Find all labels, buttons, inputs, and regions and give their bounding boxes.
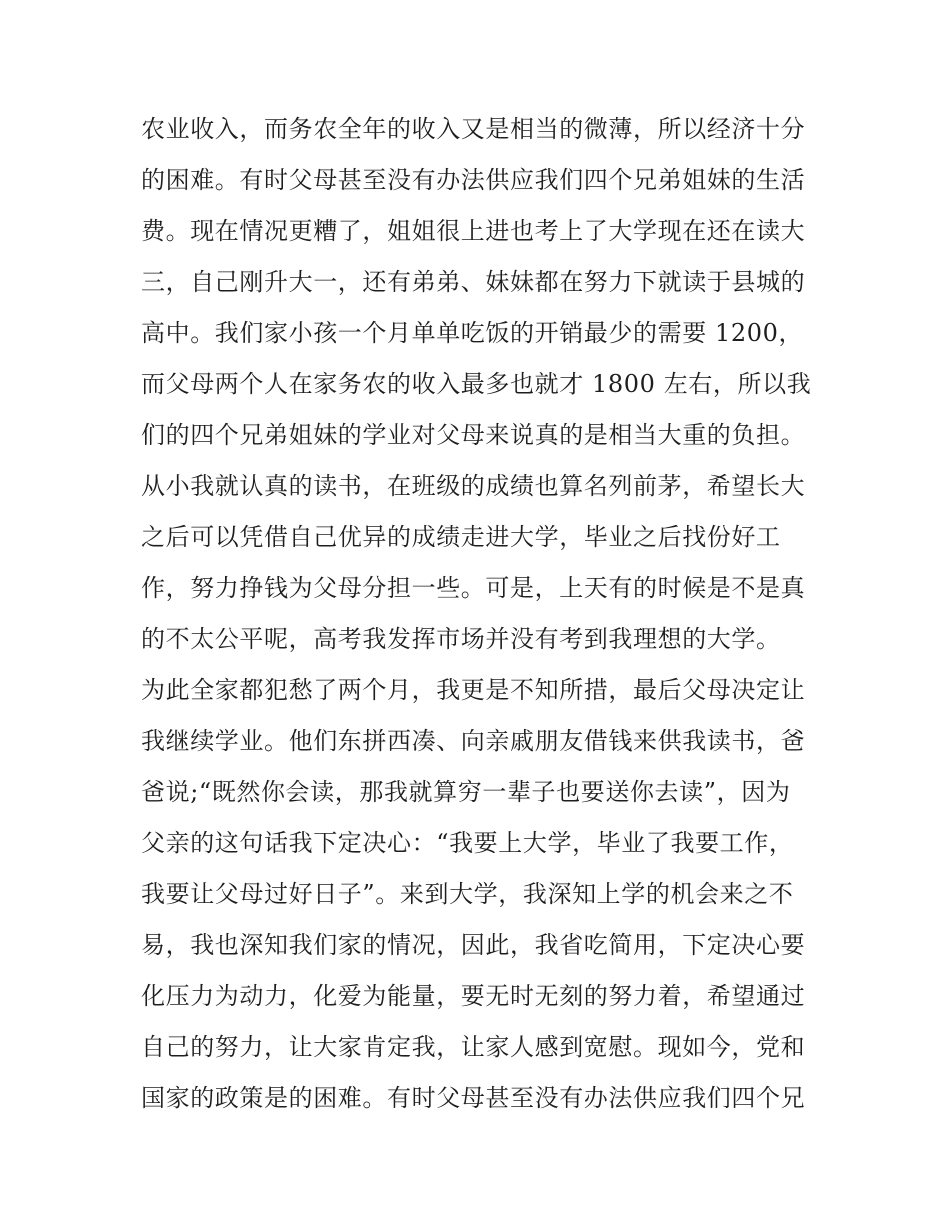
text-line: 自己的努力，让大家肯定我，让家人感到宽慰。现如今，党和 bbox=[141, 1033, 806, 1061]
text-line: 高中。我们家小孩一个月单单吃饭的开销最少的需要 1200， bbox=[141, 319, 804, 347]
text-line: 国家的政策是的困难。有时父母甚至没有办法供应我们四个兄 bbox=[141, 1084, 806, 1112]
text-line: 而父母两个人在家务农的收入最多也就才 1800 左右，所以我 bbox=[141, 370, 812, 398]
text-line: 爸说;“既然你会读，那我就算穷一辈子也要送你去读”，因为 bbox=[141, 778, 791, 806]
text-line: 之后可以凭借自己优异的成绩走进大学，毕业之后找份好工 bbox=[141, 523, 781, 551]
text-line: 父亲的这句话我下定决心：“我要上大学，毕业了我要工作， bbox=[141, 829, 794, 857]
text-line: 的困难。有时父母甚至没有办法供应我们四个兄弟姐妹的生活 bbox=[141, 166, 806, 194]
text-line: 的不太公平呢，高考我发挥市场并没有考到我理想的大学。 bbox=[141, 625, 781, 653]
text-line: 农业收入，而务农全年的收入又是相当的微薄，所以经济十分 bbox=[141, 115, 806, 143]
text-line: 三，自己刚升大一，还有弟弟、妹妹都在努力下就读于县城的 bbox=[141, 268, 806, 296]
text-line: 费。现在情况更糟了，姐姐很上进也考上了大学现在还在读大 bbox=[141, 217, 806, 245]
text-line: 从小我就认真的读书，在班级的成绩也算名列前茅，希望长大 bbox=[141, 472, 806, 500]
text-line: 为此全家都犯愁了两个月，我更是不知所措，最后父母决定让 bbox=[141, 676, 806, 704]
body-text bbox=[141, 104, 821, 1124]
text-line: 化压力为动力，化爱为能量，要无时无刻的努力着，希望通过 bbox=[141, 982, 806, 1010]
text-line: 们的四个兄弟姐妹的学业对父母来说真的是相当大重的负担。 bbox=[141, 421, 806, 449]
text-line: 我要让父母过好日子”。来到大学，我深知上学的机会来之不 bbox=[141, 880, 794, 908]
text-line: 我继续学业。他们东拼西凑、向亲戚朋友借钱来供我读书，爸 bbox=[141, 727, 806, 755]
text-line: 易，我也深知我们家的情况，因此，我省吃简用，下定决心要 bbox=[141, 931, 806, 959]
text-line: 作，努力挣钱为父母分担一些。可是，上天有的时候是不是真 bbox=[141, 574, 806, 602]
